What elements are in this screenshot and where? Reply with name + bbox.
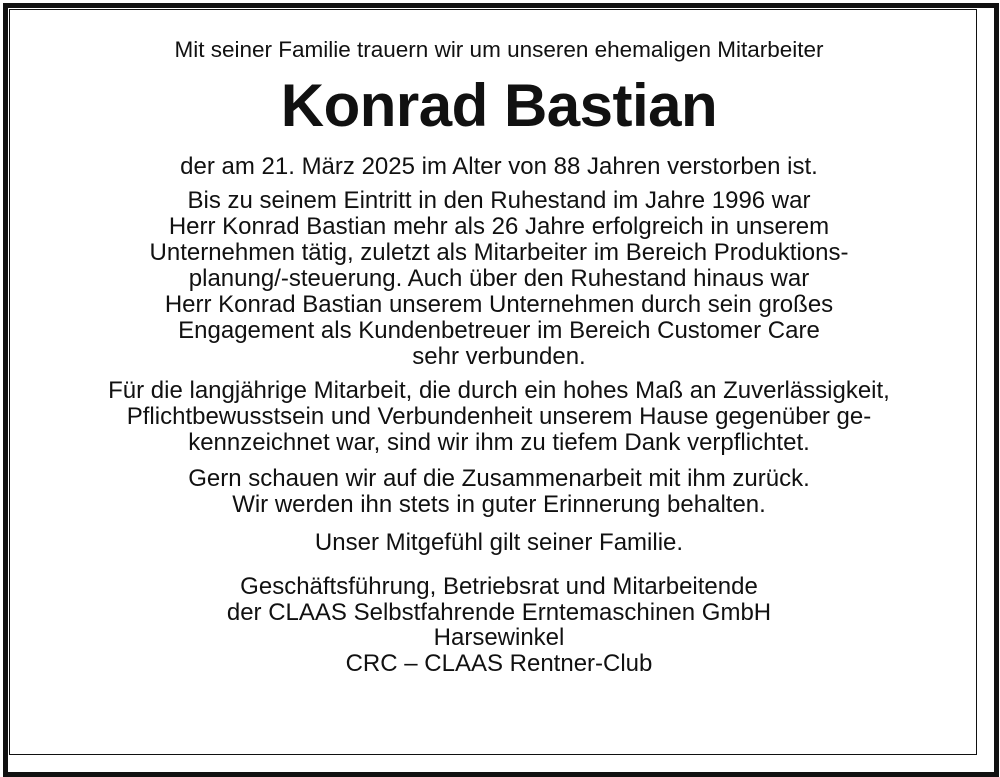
memory-paragraph [20, 466, 978, 518]
deceased-name: Konrad Bastian [280, 72, 718, 139]
signature-line: Geschäftsführung, Betriebsrat und Mitarbeitende [240, 573, 758, 600]
text-line: planung/-steuerung. Auch über den Ruhestand hinaus war [188, 265, 810, 292]
obituary-notice [20, 20, 978, 676]
text-line: Wir werden ihn stets in guter Erinnerung behalten. [232, 491, 766, 518]
text-line: Bis zu seinem Eintritt in den Ruhestand im Jahre 1996 war [187, 187, 811, 214]
thanks-paragraph [20, 378, 978, 456]
text-line: Gern schauen wir auf die Zusammenarbeit mit ihm zurück. [188, 465, 810, 492]
death-date-line: der am 21. März 2025 im Alter von 88 Jahren verstorben ist. [180, 153, 818, 180]
career-paragraph [20, 188, 978, 370]
text-line: Herr Konrad Bastian unserem Unternehmen durch sein großes [164, 291, 834, 318]
text-line: Engagement als Kundenbetreuer im Bereich Customer Care [178, 317, 820, 344]
text-line: Pflichtbewusstsein und Verbundenheit unserem Hause gegenüber ge- [126, 403, 872, 430]
text-line: Unternehmen tätig, zuletzt als Mitarbeiter im Bereich Produktions- [149, 239, 849, 266]
intro-text: Mit seiner Familie trauern wir um unseren ehemaligen Mitarbeiter [174, 37, 824, 62]
text-line: Für die langjährige Mitarbeit, die durch ein hohes Maß an Zuverlässigkeit, [108, 377, 890, 404]
signature-line: Harsewinkel [433, 624, 565, 651]
text-line: kennzeichnet war, sind wir ihm zu tiefem Dank verpflichtet. [188, 429, 810, 456]
signature-block [20, 574, 978, 676]
text-line: sehr verbunden. [412, 343, 586, 370]
text-line: Herr Konrad Bastian mehr als 26 Jahre erfolgreich in unserem [168, 213, 830, 240]
sympathy-line: Unser Mitgefühl gilt seiner Familie. [314, 529, 684, 556]
signature-line: der CLAAS Selbstfahrende Erntemaschinen GmbH [226, 598, 772, 626]
signature-line: CRC – CLAAS Rentner-Club [345, 649, 653, 677]
